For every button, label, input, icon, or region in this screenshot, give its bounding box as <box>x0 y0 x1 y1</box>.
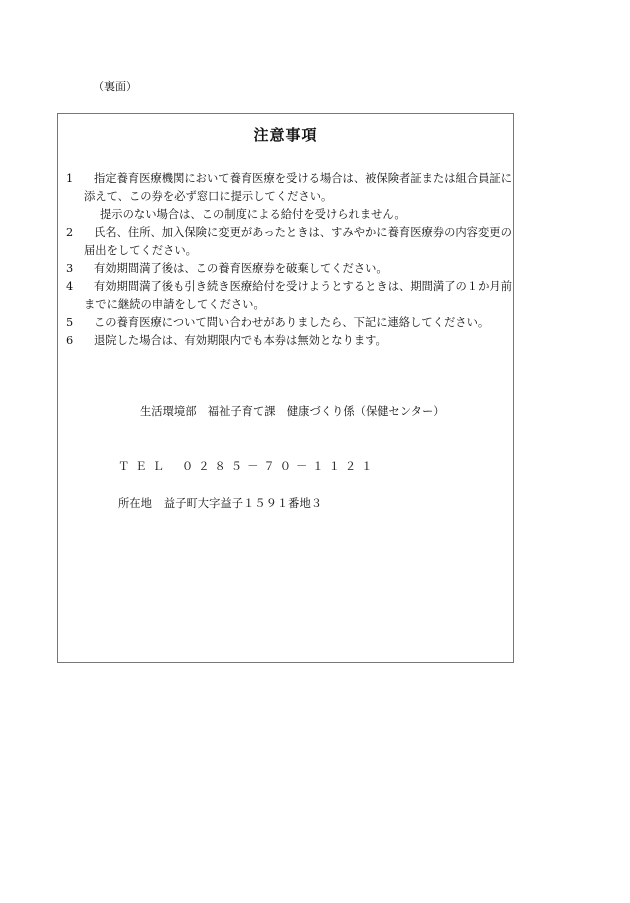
item-text: 退院した場合は、有効期限内でも本券は無効となります。 <box>94 334 387 347</box>
contact-address <box>118 496 322 512</box>
address-value: 益子町大字益子１５９１番地３ <box>163 497 323 510</box>
item-number: 5 <box>66 316 74 329</box>
item-text: この養育医療について問い合わせがありましたら、下記に連絡してください。 <box>94 316 490 329</box>
notice-item-5 <box>66 314 514 332</box>
contact-telephone <box>118 459 377 475</box>
item-number: 6 <box>66 334 74 347</box>
address-label: 所在地 <box>118 497 152 510</box>
notice-item-6 <box>66 332 514 350</box>
contact-department: 生活環境部 福祉子育て課 健康づくり係（保健センター） <box>140 405 445 418</box>
item-text: 指定養育医療機関において養育医療を受ける場合は、被保険者証または組合員証に添えて、この券を必ず窓口に提示してください。 <box>84 172 512 203</box>
item-number: 2 <box>66 226 74 239</box>
notice-item-2 <box>66 224 514 260</box>
notice-box <box>57 113 514 663</box>
notice-item-3 <box>66 260 514 278</box>
telephone-label: ＴＥＬ <box>118 460 170 473</box>
item-number: 4 <box>66 280 74 293</box>
telephone-number: ０２８５－７０－１１２１ <box>181 460 378 473</box>
notice-list <box>66 170 514 350</box>
notice-title: 注意事項 <box>253 126 318 144</box>
item-text: 有効期間満了後も引き続き医療給付を受けようとするときは、期間満了の１か月前までに継続の申請をしてください。 <box>84 280 512 311</box>
page-side-label: （裏面） <box>93 80 137 93</box>
notice-item-1 <box>66 170 514 224</box>
item-text: 有効期間満了後は、この養育医療券を破棄してください。 <box>94 262 388 275</box>
item-number: 3 <box>66 262 74 275</box>
item-text: 氏名、住所、加入保険に変更があったときは、すみやかに養育医療券の内容変更の届出をしてください。 <box>84 226 512 257</box>
item-number: 1 <box>66 172 74 185</box>
item-subtext: 提示のない場合は、この制度による給付を受けられません。 <box>100 208 406 221</box>
notice-item-4 <box>66 278 514 314</box>
